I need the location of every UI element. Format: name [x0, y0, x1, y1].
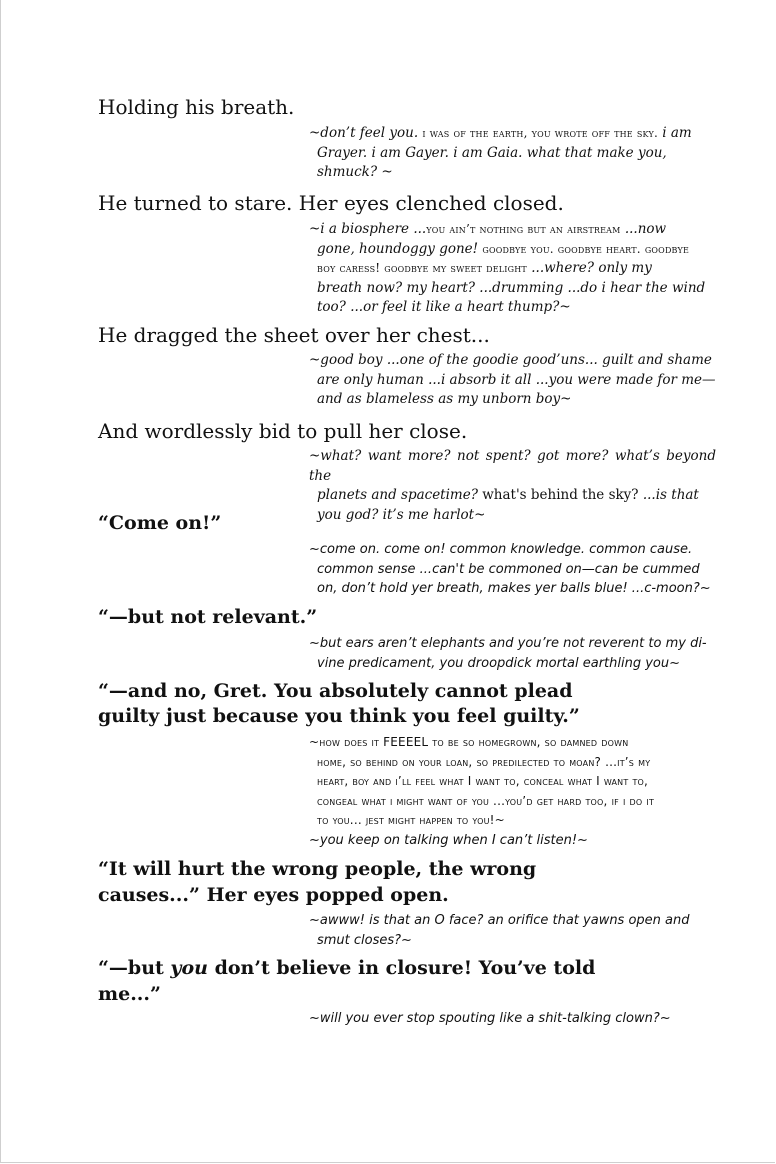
- narrative-line: He turned to stare. Her eyes clenched closed.: [98, 191, 564, 215]
- dialogue-line: “—but you don’t believe in closure! You’ve told: [98, 957, 596, 979]
- margin-note: ~what? want more? not spent? got more? what’s beyond the planets and spacetime? what's behind the sky? ...is that you god? it’s me harlot~: [309, 448, 716, 523]
- dialogue-line: me...”: [98, 983, 161, 1005]
- dialogue-line: guilty just because you think you feel guilty.”: [98, 705, 580, 727]
- margin-note: ~don’t feel you. i was of the earth, you wrote off the sky. i am Grayer. i am Gayer. i am Gaia. what that make you, shmuck? ~: [309, 125, 692, 180]
- narrative-line: He dragged the sheet over her chest...: [98, 323, 490, 347]
- margin-note: ~good boy ...one of the goodie good’uns... guilt and shame are only human ...i absorb it all ...you were made for me— and as blameless as my unborn boy~: [309, 352, 716, 407]
- margin-note: ~how does it FEEEEL to be so homegrown, so damned down home, so behind on your loan, so predilected to moan? ...it’s my heart, boy and i’ll feel what I want to, conceal what I want to, congeal what i might want of you ...you’d get hard too, if i do it to you... jest might happen to you!~ ~you keep on talking when I can’t listen!~: [309, 735, 655, 848]
- dialogue-line: “Come on!”: [98, 512, 222, 534]
- dialogue-line: “—and no, Gret. You absolutely cannot plead: [98, 680, 573, 702]
- dialogue-line: “—but not relevant.”: [98, 606, 318, 628]
- narrative-line: And wordlessly bid to pull her close.: [98, 419, 468, 443]
- margin-note: ~i a biosphere ...you ain’t nothing but an airstream ...now gone, houndoggy gone! goodbye you. goodbye heart. goodbye boy caress! goodbye my sweet delight ...where? only my breath now? my heart? ...drumming ...do i hear the wind too? ...or feel it like a heart thump?~: [309, 221, 706, 315]
- dialogue-line: causes...” Her eyes popped open.: [98, 884, 449, 906]
- margin-note: ~but ears aren’t elephants and you’re not reverent to my di- vine predicament, you droopdick mortal earthling you~: [309, 636, 707, 671]
- margin-note: ~awww! is that an O face? an orifice that yawns open and smut closes?~: [309, 913, 690, 948]
- margin-note: ~come on. come on! common knowledge. common cause. common sense ...can't be commoned on—can be cummed on, don’t hold yer breath, makes yer balls blue! ...c-moon?~: [309, 542, 711, 596]
- narrative-line: Holding his breath.: [98, 95, 295, 119]
- margin-note: ~will you ever stop spouting like a shit-talking clown?~: [309, 1011, 671, 1026]
- dialogue-line: “It will hurt the wrong people, the wrong: [98, 858, 537, 880]
